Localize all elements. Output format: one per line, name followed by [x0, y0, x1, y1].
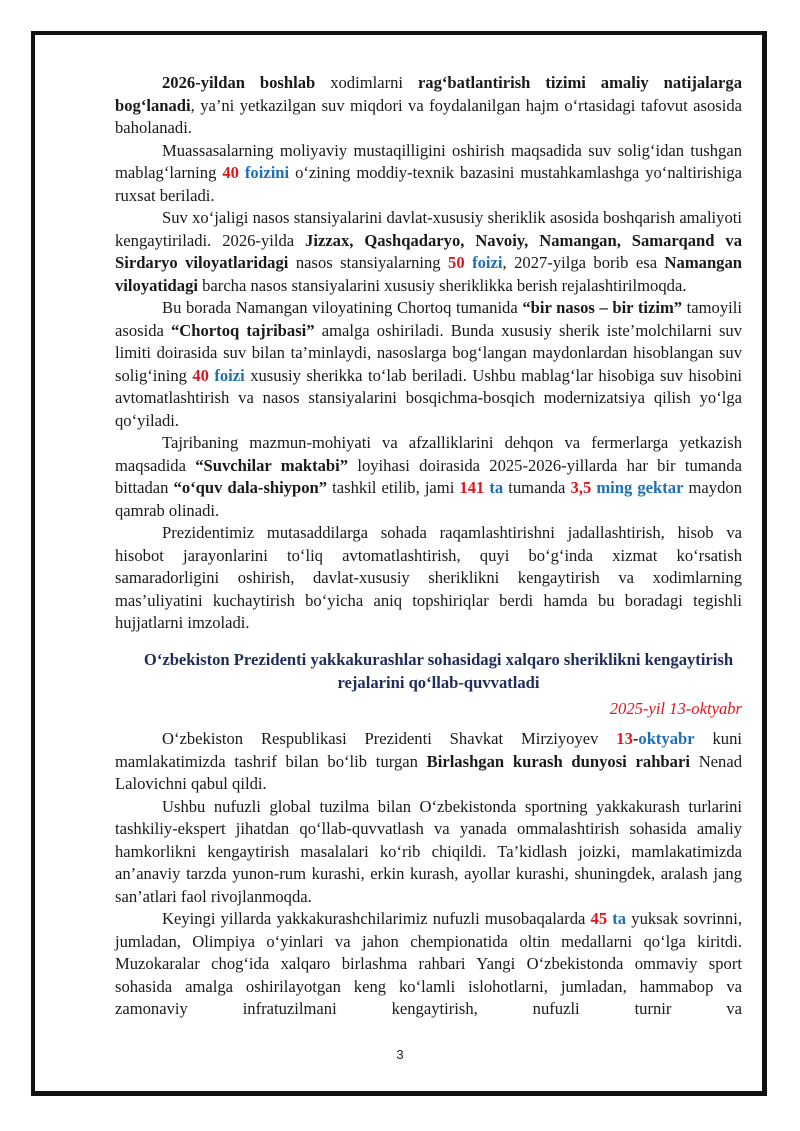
text-run: tashkil etilib, jami: [327, 478, 460, 497]
paragraph: [115, 908, 742, 1021]
text-run: yuksak sovrinni, jumladan, Olimpiya o‘yinlari va jahon chempionatida oltin medallarni qo‘lga kiritdi. Muzokaralar chog‘ida xalqaro birlashma rahbari Yangi O‘zbekistonda ommaviy sport sohasida amalga oshirilayotgan keng ko‘lamli islohotlarni, jumladan, hammabop va zamonaviy infratuzilmani kengaytirish, nufuzli turnir va: [115, 909, 742, 1018]
text-run: Nenad Lalovichni qabul qildi.: [115, 751, 742, 793]
text-run: , 2027-yilga borib esa: [502, 253, 665, 272]
highlight-unit: ming gektar: [596, 478, 684, 497]
text-run: xususiy sherikka to‘lab beriladi. Ushbu mablag‘lar hisobiga suv hisobini avtomatlashtirish va nasos stansiyalarini bosqichma-bosqich modernizatsiya qilish yo‘lga qo‘yiladi.: [115, 365, 742, 430]
text-run: kuni mamlakatimizda tashrif bilan bo‘lib turgan: [115, 729, 742, 771]
bold-text: Birlashgan kurash dunyosi rahbari: [426, 751, 690, 771]
highlight-unit: foizini: [244, 163, 290, 182]
paragraph: [115, 72, 742, 140]
paragraph: [115, 140, 742, 208]
highlight-number: 141: [459, 478, 485, 497]
highlight-number: 40: [222, 163, 239, 182]
highlight-number: 3,5: [570, 478, 592, 497]
bold-text: -: [632, 729, 639, 748]
paragraph: [115, 432, 742, 522]
paragraph: [115, 522, 742, 635]
highlight-number: 45: [590, 909, 608, 928]
page-number: 3: [396, 1047, 404, 1062]
text-run: o‘zining moddiy-texnik bazasini mustahkamlashga yo‘naltirishiga ruxsat beriladi.: [115, 163, 742, 205]
article-date: 2025-yil 13-oktyabr: [609, 698, 742, 718]
text-run: Keyingi yillarda yakkakurashchilarimiz nufuzli musobaqalarda: [162, 909, 591, 928]
highlight-unit: foizi: [214, 365, 245, 385]
highlight-unit: ta: [489, 478, 504, 497]
text-run: Tajribaning mazmun-mohiyati va afzalliklarini dehqon va fermerlarga yetkazish maqsadida: [115, 433, 742, 475]
text-run: Prezidentimiz mutasaddilarga sohada raqamlashtirishni jadallashtirish, hisob va hisobot jarayonlarini to‘liq avtomatlashtirish, quyi bo‘g‘inda xizmat ko‘rsatish samaradorligini oshirish, davlat-xususiy sheriklikni kengaytirish va xodimlarning mas’uliyatini kuchaytirish bo‘yicha aniq topshiriqlar berdi hamda bu boradagi tegishli hujjatlarni imzoladi.: [115, 523, 742, 632]
bold-text: 2026-yildan boshlab: [162, 73, 316, 92]
text-run: , ya’ni yetkazilgan suv miqdori va foydalanilgan hajm o‘rtasidagi tafovut asosida baholanadi.: [115, 95, 742, 137]
bold-text: Namangan viloyatidagi: [115, 253, 742, 295]
text-run: barcha nasos stansiyalarini xususiy sheriklikka berish rejalashtirilmoqda.: [197, 275, 687, 295]
paragraph: [115, 728, 742, 796]
text-run: amalga oshiriladi. Bunda xususiy sherik iste’molchilarni suv limiti doirasida suv bilan ta’minlaydi, nasoslarga bog‘langan maydonlardan hisoblangan suv solig‘ining: [115, 320, 742, 385]
text-run: loyihasi doirasida 2025-2026-yillarda har bir tumanda bittadan: [115, 455, 742, 497]
bold-text: rag‘batlantirish tizimi amaliy natijalarga bog‘lanadi: [115, 73, 743, 115]
text-run: xodimlarni: [315, 73, 418, 92]
text-run: Ushbu nufuzli global tuzilma bilan O‘zbekistonda sportning yakkakurash turlarini tashkiliy-ekspert jihatdan qo‘llab-quvvatlash va yanada ommalashtirish sohasida amaliy hamkorlikni kengaytirish masalalari ko‘rib chiqildi. Ta’kidlash joizki, mamlakatimizda an’anaviy tarzda yunon-rum kurashi, erkin kurash, ayollar kurashi, shuningdek, aralash jang san’atlari faol rivojlanmoqda.: [115, 796, 742, 906]
article-section: [115, 728, 742, 1021]
text-run: maydon qamrab olinadi.: [115, 478, 742, 520]
article-heading: O‘zbekiston Prezidenti yakkakurashlar sohasidagi xalqaro sheriklikni kengaytirish rejalarini qo‘llab-quvvatladi: [143, 649, 734, 692]
text-run: Suv xo‘jaligi nasos stansiyalarini davlat-xususiy sheriklik asosida boshqarish amaliyoti kengaytiriladi. 2026-yilda: [115, 208, 742, 250]
text-run: [465, 253, 472, 272]
paragraph: [115, 796, 742, 909]
text-run: O‘zbekiston Respublikasi Prezidenti Shavkat Mirziyoyev: [162, 729, 617, 748]
bold-text: Jizzax, Qashqadaryo, Navoiy, Namangan, Samarqand va Sirdaryo viloyatlaridagi: [115, 230, 742, 272]
paragraph: [115, 207, 742, 297]
document-body: [115, 72, 742, 1021]
bold-text: “o‘quv dala-shiypon”: [173, 478, 328, 497]
text-run: Bu borada Namangan viloyatining Chortoq tumanida: [162, 298, 523, 317]
highlight-unit: foizi: [472, 253, 503, 272]
text-run: nasos stansiyalarning: [288, 253, 449, 272]
paragraph: [115, 297, 742, 432]
text-run: tumanda: [503, 478, 571, 497]
highlight-unit: oktyabr: [638, 729, 695, 748]
water-reform-section: [115, 72, 742, 635]
bold-text: “bir nasos – bir tizim”: [522, 298, 683, 317]
highlight-number: 40: [192, 365, 209, 385]
bold-text: “Suvchilar maktabi”: [195, 455, 349, 475]
highlight-number: 13: [616, 729, 633, 748]
bold-text: “Chortoq tajribasi”: [171, 320, 315, 340]
highlight-number: 50: [448, 253, 465, 272]
text-run: tamoyili asosida: [115, 298, 742, 340]
highlight-unit: ta: [612, 909, 627, 928]
text-run: Muassasalarning moliyaviy mustaqilligini oshirish maqsadida suv solig‘idan tushgan mablag‘larning: [115, 140, 742, 182]
